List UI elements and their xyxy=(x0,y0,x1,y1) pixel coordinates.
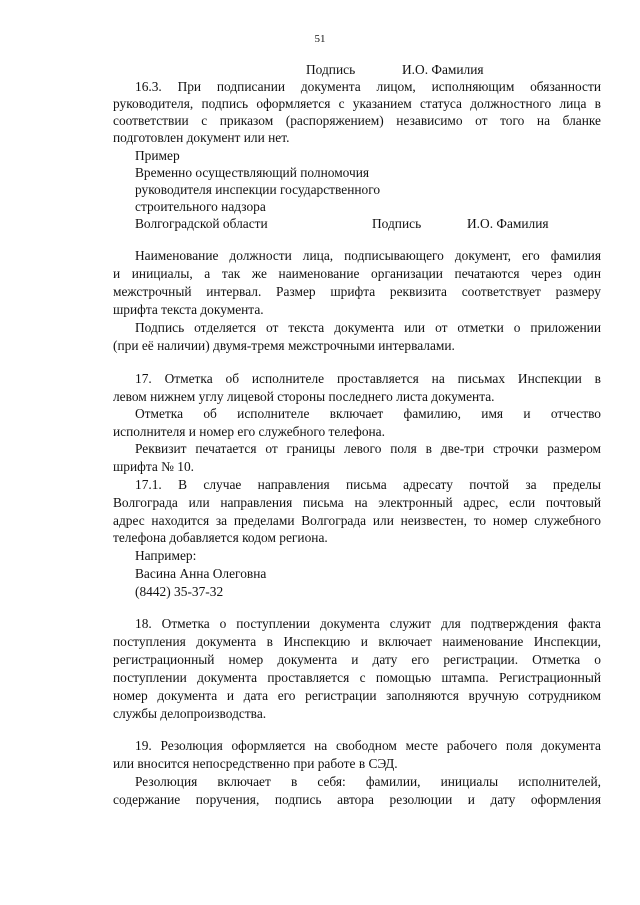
paragraph-line: содержание поручения, подпись автора резолюции и дату оформления xyxy=(113,792,601,807)
paragraph-line: Наименование должности лица, подписывающего документ, его фамилия xyxy=(135,248,601,263)
paragraph-line: межстрочный интервал. Размер шрифта реквизита соответствует размеру xyxy=(113,284,601,299)
paragraph-line: исполнителя и номер его служебного телефона. xyxy=(113,424,385,439)
example-line: Васина Анна Олеговна xyxy=(135,566,267,581)
paragraph-line: телефона добавляется кодом региона. xyxy=(113,530,328,545)
paragraph-line: Волгограда или направления письма на электронный адрес, если почтовый xyxy=(113,495,601,510)
paragraph-line: 16.3. При подписании документа лицом, исполняющим обязанности xyxy=(135,79,601,94)
example-line: строительного надзора xyxy=(135,199,266,214)
paragraph-line: соответствии с приказом (распоряжением) независимо от того на бланке xyxy=(113,113,601,128)
paragraph-line: адрес находится за пределами Волгограда или неизвестен, то номер служебного xyxy=(113,513,601,528)
paragraph-line: и инициалы, а так же наименование организации печатаются через один xyxy=(113,266,601,281)
paragraph-line: 17. Отметка об исполнителе проставляется на письмах Инспекции в xyxy=(135,371,601,386)
paragraph-line: шрифта текста документа. xyxy=(113,302,264,317)
page-number: 51 xyxy=(314,33,326,45)
paragraph-line: номер документа и дата его регистрации заполняются вручную сотрудником xyxy=(113,688,601,703)
paragraph-line: Отметка об исполнителе включает фамилию, имя и отчество xyxy=(135,406,601,421)
example-line: (8442) 35-37-32 xyxy=(135,584,224,599)
signature-label: Подпись xyxy=(306,62,356,77)
example-line: Например: xyxy=(135,548,197,563)
example-signature-name: И.О. Фамилия xyxy=(467,216,549,231)
paragraph-line: шрифта № 10. xyxy=(113,459,195,474)
paragraph-line: Реквизит печатается от границы левого поля в две-три строчки размером xyxy=(135,441,601,456)
paragraph-line: поступлении документа проставляется с помощью штампа. Регистрационный xyxy=(113,670,601,685)
paragraph-line: регистрационный номер документа и дату его регистрации. Отметка о xyxy=(113,652,601,667)
paragraph-line: 19. Резолюция оформляется на свободном месте рабочего поля документа xyxy=(135,738,601,753)
paragraph-line: (при её наличии) двумя-тремя межстрочными интервалами. xyxy=(113,338,455,353)
paragraph-line: левом нижнем углу лицевой стороны последнего листа документа. xyxy=(113,389,495,404)
paragraph-line: или вносится непосредственно при работе в СЭД. xyxy=(113,756,398,771)
paragraph-line: службы делопроизводства. xyxy=(113,706,267,721)
example-heading: Пример xyxy=(135,148,180,163)
paragraph-line: Резолюция включает в себя: фамилии, инициалы исполнителей, xyxy=(135,774,601,789)
paragraph-line: 18. Отметка о поступлении документа служит для подтверждения факта xyxy=(135,616,601,631)
paragraph-line: Подпись отделяется от текста документа или от отметки о приложении xyxy=(135,320,601,335)
paragraph-line: руководителя, подпись оформляется с указанием статуса должностного лица в xyxy=(113,96,601,111)
example-signature-label: Подпись xyxy=(372,216,422,231)
example-line: Временно осуществляющий полномочия xyxy=(135,165,370,180)
paragraph-line: поступления документа в Инспекцию и включает наименование Инспекции, xyxy=(113,634,601,649)
paragraph-line: подготовлен документ или нет. xyxy=(113,130,290,145)
signature-name: И.О. Фамилия xyxy=(402,62,484,77)
paragraph-line: 17.1. В случае направления письма адресату почтой за пределы xyxy=(135,477,601,492)
example-line: Волгоградской области xyxy=(135,216,268,231)
example-line: руководителя инспекции государственного xyxy=(135,182,381,197)
